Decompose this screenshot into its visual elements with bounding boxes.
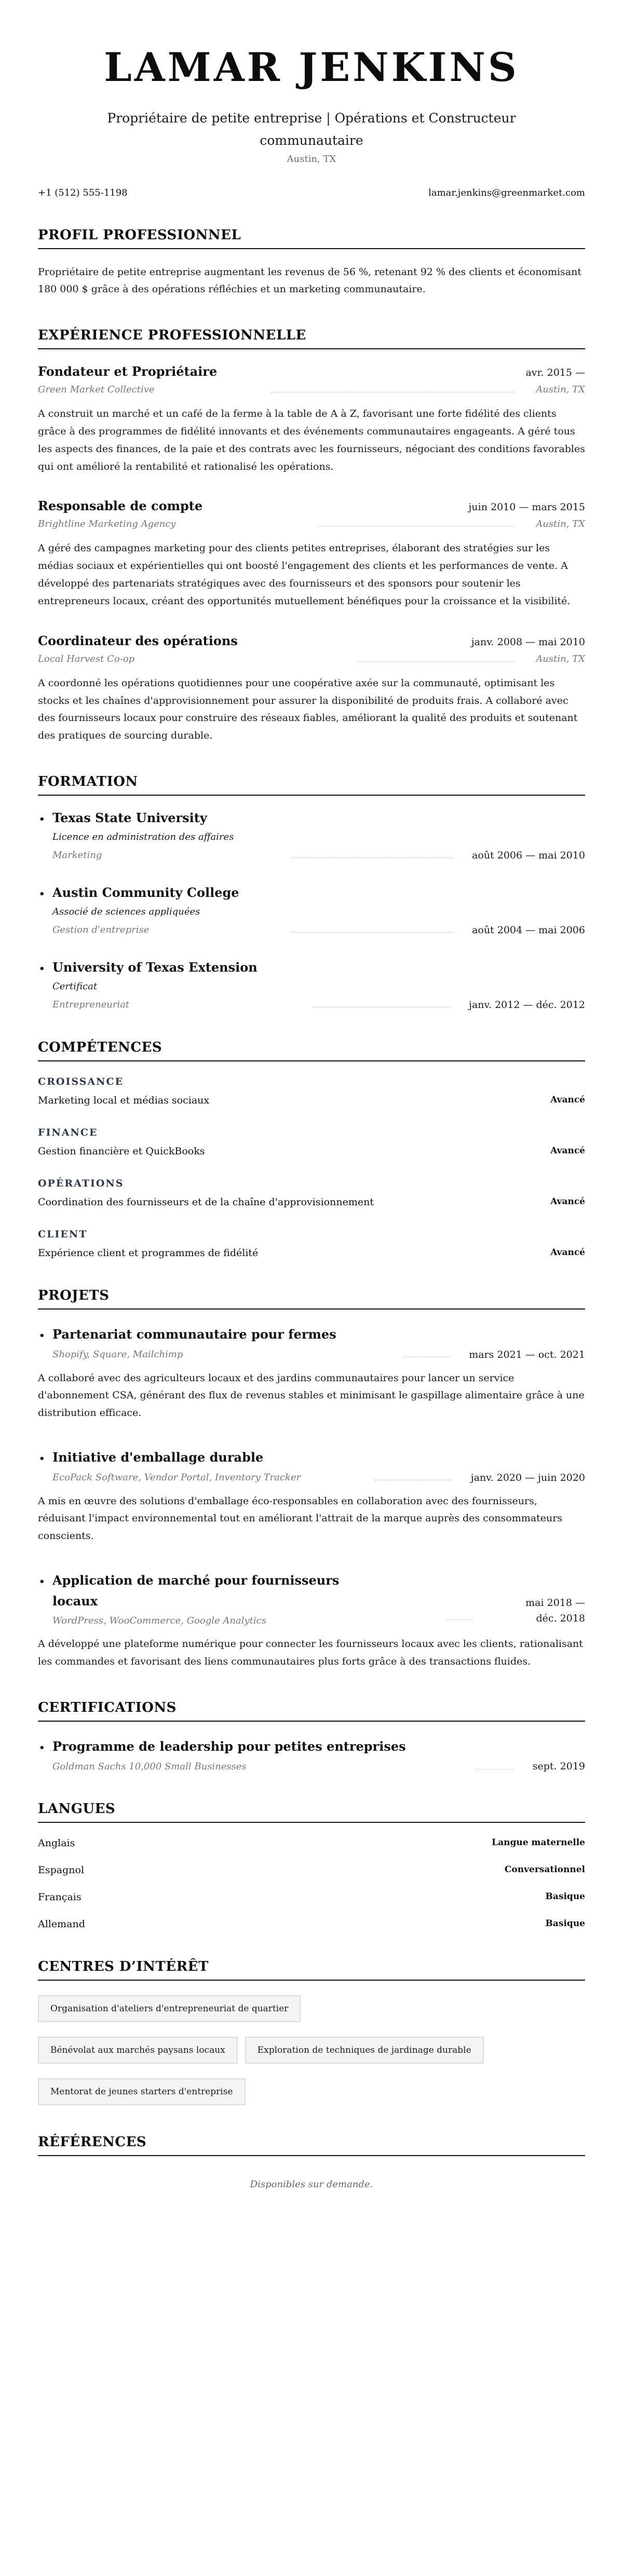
experience-section bbox=[38, 328, 585, 745]
interest-tag: Mentorat de jeunes starters d'entreprise bbox=[38, 2078, 246, 2105]
profile-summary: Propriétaire de petite entreprise augmentant les revenus de 56 %, retenant 92 % des clients et économisant 180 000 $ grâce à des opérations réfléchies et un marketing communautaire. bbox=[38, 266, 581, 295]
project-dates: mars 2021 — oct. 2021 bbox=[469, 1348, 585, 1360]
location: Austin, TX bbox=[287, 153, 336, 165]
language-name: Français bbox=[38, 1891, 82, 1903]
job-dates: janv. 2008 — mai 2010 bbox=[471, 636, 585, 648]
interests-section bbox=[38, 1959, 585, 2105]
language-row bbox=[38, 1864, 585, 1876]
skill-category: CROISSANCE bbox=[38, 1075, 124, 1087]
section-title: PROJETS bbox=[38, 1288, 585, 1310]
dotted-leader bbox=[357, 661, 515, 662]
section-title: COMPÉTENCES bbox=[38, 1040, 585, 1061]
project-entry bbox=[38, 1570, 585, 1671]
skills-section bbox=[38, 1040, 585, 1259]
project-dates: janv. 2020 — juin 2020 bbox=[470, 1471, 585, 1483]
dotted-leader bbox=[292, 857, 453, 858]
certification-issuer: Goldman Sachs 10,000 Small Businesses bbox=[52, 1761, 247, 1772]
bullet-icon: • bbox=[39, 888, 45, 899]
degree: Associé de sciences appliquées bbox=[52, 906, 200, 917]
projects-section bbox=[38, 1288, 585, 1671]
school-name: Austin Community College bbox=[52, 884, 239, 900]
section-title: CENTRES D’INTÉRÊT bbox=[38, 1959, 585, 1981]
education-dates: janv. 2012 — déc. 2012 bbox=[469, 999, 585, 1011]
skill-group bbox=[38, 1178, 585, 1208]
section-title: CERTIFICATIONS bbox=[38, 1700, 585, 1722]
skill-level: Avancé bbox=[550, 1094, 585, 1105]
section-title: LANGUES bbox=[38, 1801, 585, 1823]
school-name: Texas State University bbox=[52, 810, 207, 825]
job-location: Austin, TX bbox=[536, 653, 585, 664]
project-description: A collaboré avec des agriculteurs locaux et des jardins communautaires pour lancer un service d'abonnement CSA, générant des flux de revenus stables et minimisant le gaspillage alimentaire grâce à une distribution efficace. bbox=[38, 1372, 585, 1419]
project-tech: WordPress, WooCommerce, Google Analytics bbox=[52, 1615, 266, 1627]
languages-section bbox=[38, 1801, 585, 1930]
bullet-icon: • bbox=[39, 1453, 45, 1464]
skill-name: Gestion financière et QuickBooks bbox=[38, 1145, 205, 1157]
bullet-icon: • bbox=[39, 1576, 45, 1588]
project-name: Initiative d'emballage durable bbox=[52, 1450, 264, 1465]
interest-tag: Exploration de techniques de jardinage durable bbox=[245, 2037, 484, 2064]
dotted-leader bbox=[446, 1619, 472, 1620]
company: Green Market Collective bbox=[38, 384, 155, 396]
company: Brightline Marketing Agency bbox=[38, 519, 176, 530]
bullet-icon: • bbox=[39, 1742, 45, 1753]
bullet-icon: • bbox=[39, 963, 45, 974]
project-tech: EcoPack Software, Vendor Portal, Inventory Tracker bbox=[52, 1472, 301, 1483]
company: Local Harvest Co-op bbox=[38, 653, 135, 664]
job-entry bbox=[38, 498, 585, 610]
job-entry bbox=[38, 364, 585, 475]
job-description: A géré des campagnes marketing pour des clients petites entreprises, élaborant des stratégies sur les médias sociaux et expérientielles qui ont boosté l'engagement des clients et les performances de vente. A développé des partenariats stratégiques avec des fournisseurs et des sponsors pour soutenir les entrepreneurs locaux, créant des opportunités mutuellement bénéfiques pour la croissance et la visibilité. bbox=[38, 542, 571, 607]
job-dates: avr. 2015 — bbox=[525, 367, 585, 379]
skill-group bbox=[38, 1127, 585, 1157]
education-dates: août 2004 — mai 2006 bbox=[472, 924, 585, 936]
skill-group bbox=[38, 1076, 585, 1106]
skill-category: OPÉRATIONS bbox=[38, 1177, 124, 1189]
job-title: Responsable de compte bbox=[38, 498, 203, 514]
contact-row bbox=[38, 187, 585, 198]
project-tech: Shopify, Square, Mailchimp bbox=[52, 1349, 183, 1360]
interest-tags bbox=[38, 1995, 585, 2105]
candidate-name: LAMAR JENKINS bbox=[104, 44, 519, 90]
job-location: Austin, TX bbox=[536, 519, 585, 530]
language-name: Espagnol bbox=[38, 1864, 85, 1876]
language-level: Conversationnel bbox=[504, 1864, 585, 1875]
job-title: Coordinateur des opérations bbox=[38, 633, 238, 648]
headline: Propriétaire de petite entreprise | Opérations et Constructeur communautaire bbox=[107, 110, 516, 148]
skill-level: Avancé bbox=[550, 1145, 585, 1156]
references-section bbox=[38, 2134, 585, 2190]
certification-entry bbox=[38, 1736, 585, 1773]
skill-name: Marketing local et médias sociaux bbox=[38, 1094, 210, 1106]
email[interactable]: lamar.jenkins@greenmarket.com bbox=[428, 187, 585, 198]
project-entry bbox=[38, 1447, 585, 1545]
project-name: Partenariat communautaire pour fermes bbox=[52, 1326, 336, 1342]
education-dates: août 2006 — mai 2010 bbox=[472, 849, 585, 861]
field-of-study: Entrepreneuriat bbox=[52, 999, 130, 1011]
skill-name: Expérience client et programmes de fidélité bbox=[38, 1247, 259, 1259]
project-name: Application de marché pour fournisseurs locaux bbox=[52, 1573, 340, 1609]
language-name: Allemand bbox=[38, 1918, 85, 1930]
language-level: Basique bbox=[545, 1891, 585, 1902]
certification-name: Programme de leadership pour petites entreprises bbox=[52, 1738, 406, 1754]
project-dates: mai 2018 — déc. 2018 bbox=[525, 1597, 585, 1624]
job-dates: juin 2010 — mars 2015 bbox=[468, 501, 585, 513]
dotted-leader bbox=[318, 526, 515, 527]
job-description: A coordonné les opérations quotidiennes pour une coopérative axée sur la communauté, optimisant les stocks et les chaînes d'approvisionnement pour assurer la disponibilité de produits frais. A collaboré avec des fournisseurs locaux pour construire des réseaux fiables, améliorant la qualité des produits et soutenant des pratiques de sourcing durable. bbox=[38, 677, 578, 742]
education-entry bbox=[38, 960, 585, 1011]
language-row bbox=[38, 1837, 585, 1849]
section-title: EXPÉRIENCE PROFESSIONNELLE bbox=[38, 328, 585, 349]
language-level: Basique bbox=[545, 1918, 585, 1929]
project-entry bbox=[38, 1324, 585, 1422]
bullet-icon: • bbox=[39, 813, 45, 825]
section-title: FORMATION bbox=[38, 774, 585, 796]
language-row bbox=[38, 1891, 585, 1903]
language-level: Langue maternelle bbox=[492, 1837, 585, 1848]
skill-category: FINANCE bbox=[38, 1126, 98, 1138]
project-description: A développé une plateforme numérique pour connecter les fournisseurs locaux avec les clients, rationalisant les commandes et favorisant des liens communautaires plus forts grâce à des transactions fluides. bbox=[38, 1638, 583, 1668]
education-entry bbox=[38, 810, 585, 861]
education-entry bbox=[38, 885, 585, 936]
language-row bbox=[38, 1918, 585, 1930]
field-of-study: Marketing bbox=[52, 850, 102, 861]
degree: Certificat bbox=[52, 980, 98, 992]
job-location: Austin, TX bbox=[536, 384, 585, 396]
skill-category: CLIENT bbox=[38, 1228, 88, 1240]
dotted-leader bbox=[292, 932, 453, 933]
skill-name: Coordination des fournisseurs et de la chaîne d'approvisionnement bbox=[38, 1196, 374, 1208]
school-name: University of Texas Extension bbox=[52, 959, 258, 975]
phone[interactable]: +1 (512) 555-1198 bbox=[38, 187, 128, 198]
degree: Licence en administration des affaires bbox=[52, 831, 234, 842]
field-of-study: Gestion d'entreprise bbox=[52, 924, 150, 936]
section-title: RÉFÉRENCES bbox=[38, 2134, 585, 2156]
education-section bbox=[38, 774, 585, 1011]
skill-level: Avancé bbox=[550, 1196, 585, 1207]
interest-tag: Organisation d'ateliers d'entrepreneuriat de quartier bbox=[38, 1995, 301, 2022]
section-title: PROFIL PROFESSIONNEL bbox=[38, 227, 585, 249]
job-description: A construit un marché et un café de la ferme à la table de A à Z, favorisant une forte fidélité des clients grâce à des programmes de fidélité innovants et des événements communautaires engageants. A géré tous les aspects des finances, de la paie et des contrats avec les fournisseurs, négociant des conditions favorables qui ont amélioré la rentabilité et rationalisé les opérations. bbox=[38, 408, 585, 472]
resume-header bbox=[38, 46, 585, 198]
job-entry bbox=[38, 633, 585, 745]
references-note: Disponibles sur demande. bbox=[250, 2179, 373, 2190]
language-name: Anglais bbox=[38, 1837, 75, 1849]
bullet-icon: • bbox=[39, 1330, 45, 1341]
skill-level: Avancé bbox=[550, 1247, 585, 1258]
interest-tag: Bénévolat aux marchés paysans locaux bbox=[38, 2037, 238, 2064]
certification-date: sept. 2019 bbox=[532, 1761, 585, 1773]
skill-group bbox=[38, 1229, 585, 1259]
profile-section bbox=[38, 227, 585, 299]
certifications-section bbox=[38, 1700, 585, 1773]
job-title: Fondateur et Propriétaire bbox=[38, 364, 218, 379]
project-description: A mis en œuvre des solutions d'emballage éco-responsables en collaboration avec des fournisseurs, réduisant l'impact environnemental tout en améliorant l'attrait de la marque auprès des consommateurs conscients. bbox=[38, 1495, 563, 1542]
